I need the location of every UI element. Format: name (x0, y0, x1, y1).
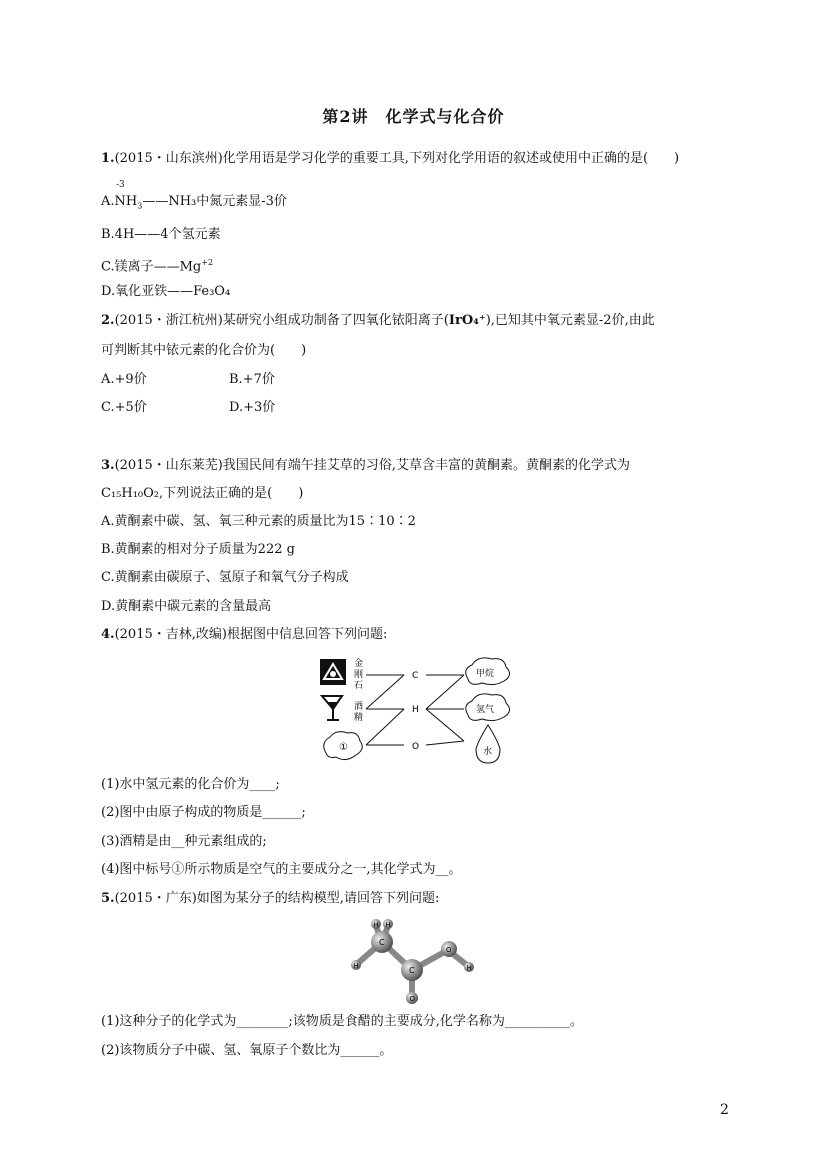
question-2-stem-line2: 可判断其中铱元素的化合价为( ) (101, 343, 307, 358)
svg-text:C: C (409, 966, 415, 975)
option-a: A.+9价 (101, 372, 147, 387)
question-4-part-4: (4)图中标号①所示物质是空气的主要成分之一,其化学式为__。 (101, 862, 462, 877)
page-title: 第2讲 化学式与化合价 (322, 107, 505, 126)
option-b: B.+7价 (229, 372, 275, 387)
question-5-part-2: (2)该物质分子中碳、氢、氧原子个数比为______。 (101, 1043, 393, 1058)
option-a: A.黄酮素中碳、氢、氧三种元素的质量比为15∶10∶2 (101, 514, 416, 529)
element-o: O (412, 742, 420, 752)
option-c: C.黄酮素由碳原子、氢原子和氧气分子构成 (101, 570, 349, 585)
svg-text:H: H (385, 921, 391, 929)
nh3-formula: $NH_3$ (114, 194, 143, 211)
question-3-stem: 3.(2015・山东莱芜)我国民间有端午挂艾草的习俗,艾草含丰富的黄酮素。黄酮素的化学式为 (101, 458, 630, 473)
question-4-stem: 4.(2015・吉林,改编)根据图中信息回答下列问题: (101, 627, 388, 642)
question-4-part-3: (3)酒精是由__种元素组成的; (101, 834, 267, 849)
element-c: C (412, 671, 419, 681)
diamond-label-1: 金 (354, 659, 364, 669)
diamond-label-2: 刚 (354, 670, 364, 680)
methane-label: 甲烷 (476, 669, 495, 679)
svg-text:H: H (373, 921, 379, 929)
question-1-stem (101, 150, 679, 168)
alcohol-label-2: 精 (354, 713, 364, 723)
water-label: 水 (483, 747, 493, 757)
option-d: D.黄酮素中碳元素的含量最高 (101, 599, 272, 614)
question-text: (2015・山东滨州)化学用语是学习化学的重要工具,下列对化学用语的叙述或使用中正确的是( ) (114, 151, 680, 166)
option-d: D.氧化亚铁——Fe₃O₄ (101, 284, 231, 299)
option-a: $A.NH_3——NH_3$中氮元素显-3价 (101, 194, 287, 211)
option-b: B.黄酮素的相对分子质量为222 g (101, 542, 295, 557)
question-2-stem: 2.(2015・浙江杭州)某研究小组成功制备了四氧化铱阳离子(IrO₄⁺),已知其中氧元素显-2价,由此 (101, 313, 655, 328)
option-c: C.+5价 (101, 400, 147, 415)
svg-text:C: C (379, 938, 385, 947)
svg-text:O: O (446, 946, 452, 954)
question-5-part-1: (1)这种分子的化学式为________;该物质是食醋的主要成分,化学名称为__________。 (101, 1014, 583, 1029)
svg-text:H: H (466, 964, 472, 972)
diamond-label-3: 石 (354, 681, 364, 691)
valence-label: -3 (116, 180, 125, 190)
svg-text:H: H (353, 962, 359, 970)
option-c: C.镁离子$——Mg^{+2}$ (101, 258, 214, 275)
question-5-stem: 5.(2015・广东)如图为某分子的结构模型,请回答下列问题: (101, 891, 440, 906)
option-d: D.+3价 (229, 400, 276, 415)
element-h: H (412, 705, 419, 715)
hydrogen-label: 氢气 (476, 705, 495, 715)
svg-text:O: O (409, 995, 416, 1003)
molecule-model-diagram (344, 914, 484, 1004)
question-4-part-1: (1)水中氢元素的化合价为____; (101, 777, 280, 792)
question-number: 1. (101, 151, 115, 166)
iridium-ion-formula: IrO₄⁺ (448, 313, 486, 328)
water-drop-icon (476, 725, 500, 763)
element-substance-diagram (318, 653, 518, 768)
cloud-1-label: ① (339, 742, 348, 753)
option-b: B.4H——4个氢元素 (101, 227, 221, 242)
question-4-part-2: (2)图中由原子构成的物质是______; (101, 805, 306, 820)
question-3-stem-line2: C₁₅H₁₀O₂,下列说法正确的是( ) (101, 486, 304, 501)
alcohol-label-1: 酒 (354, 702, 364, 712)
page-number: 2 (720, 1102, 729, 1118)
